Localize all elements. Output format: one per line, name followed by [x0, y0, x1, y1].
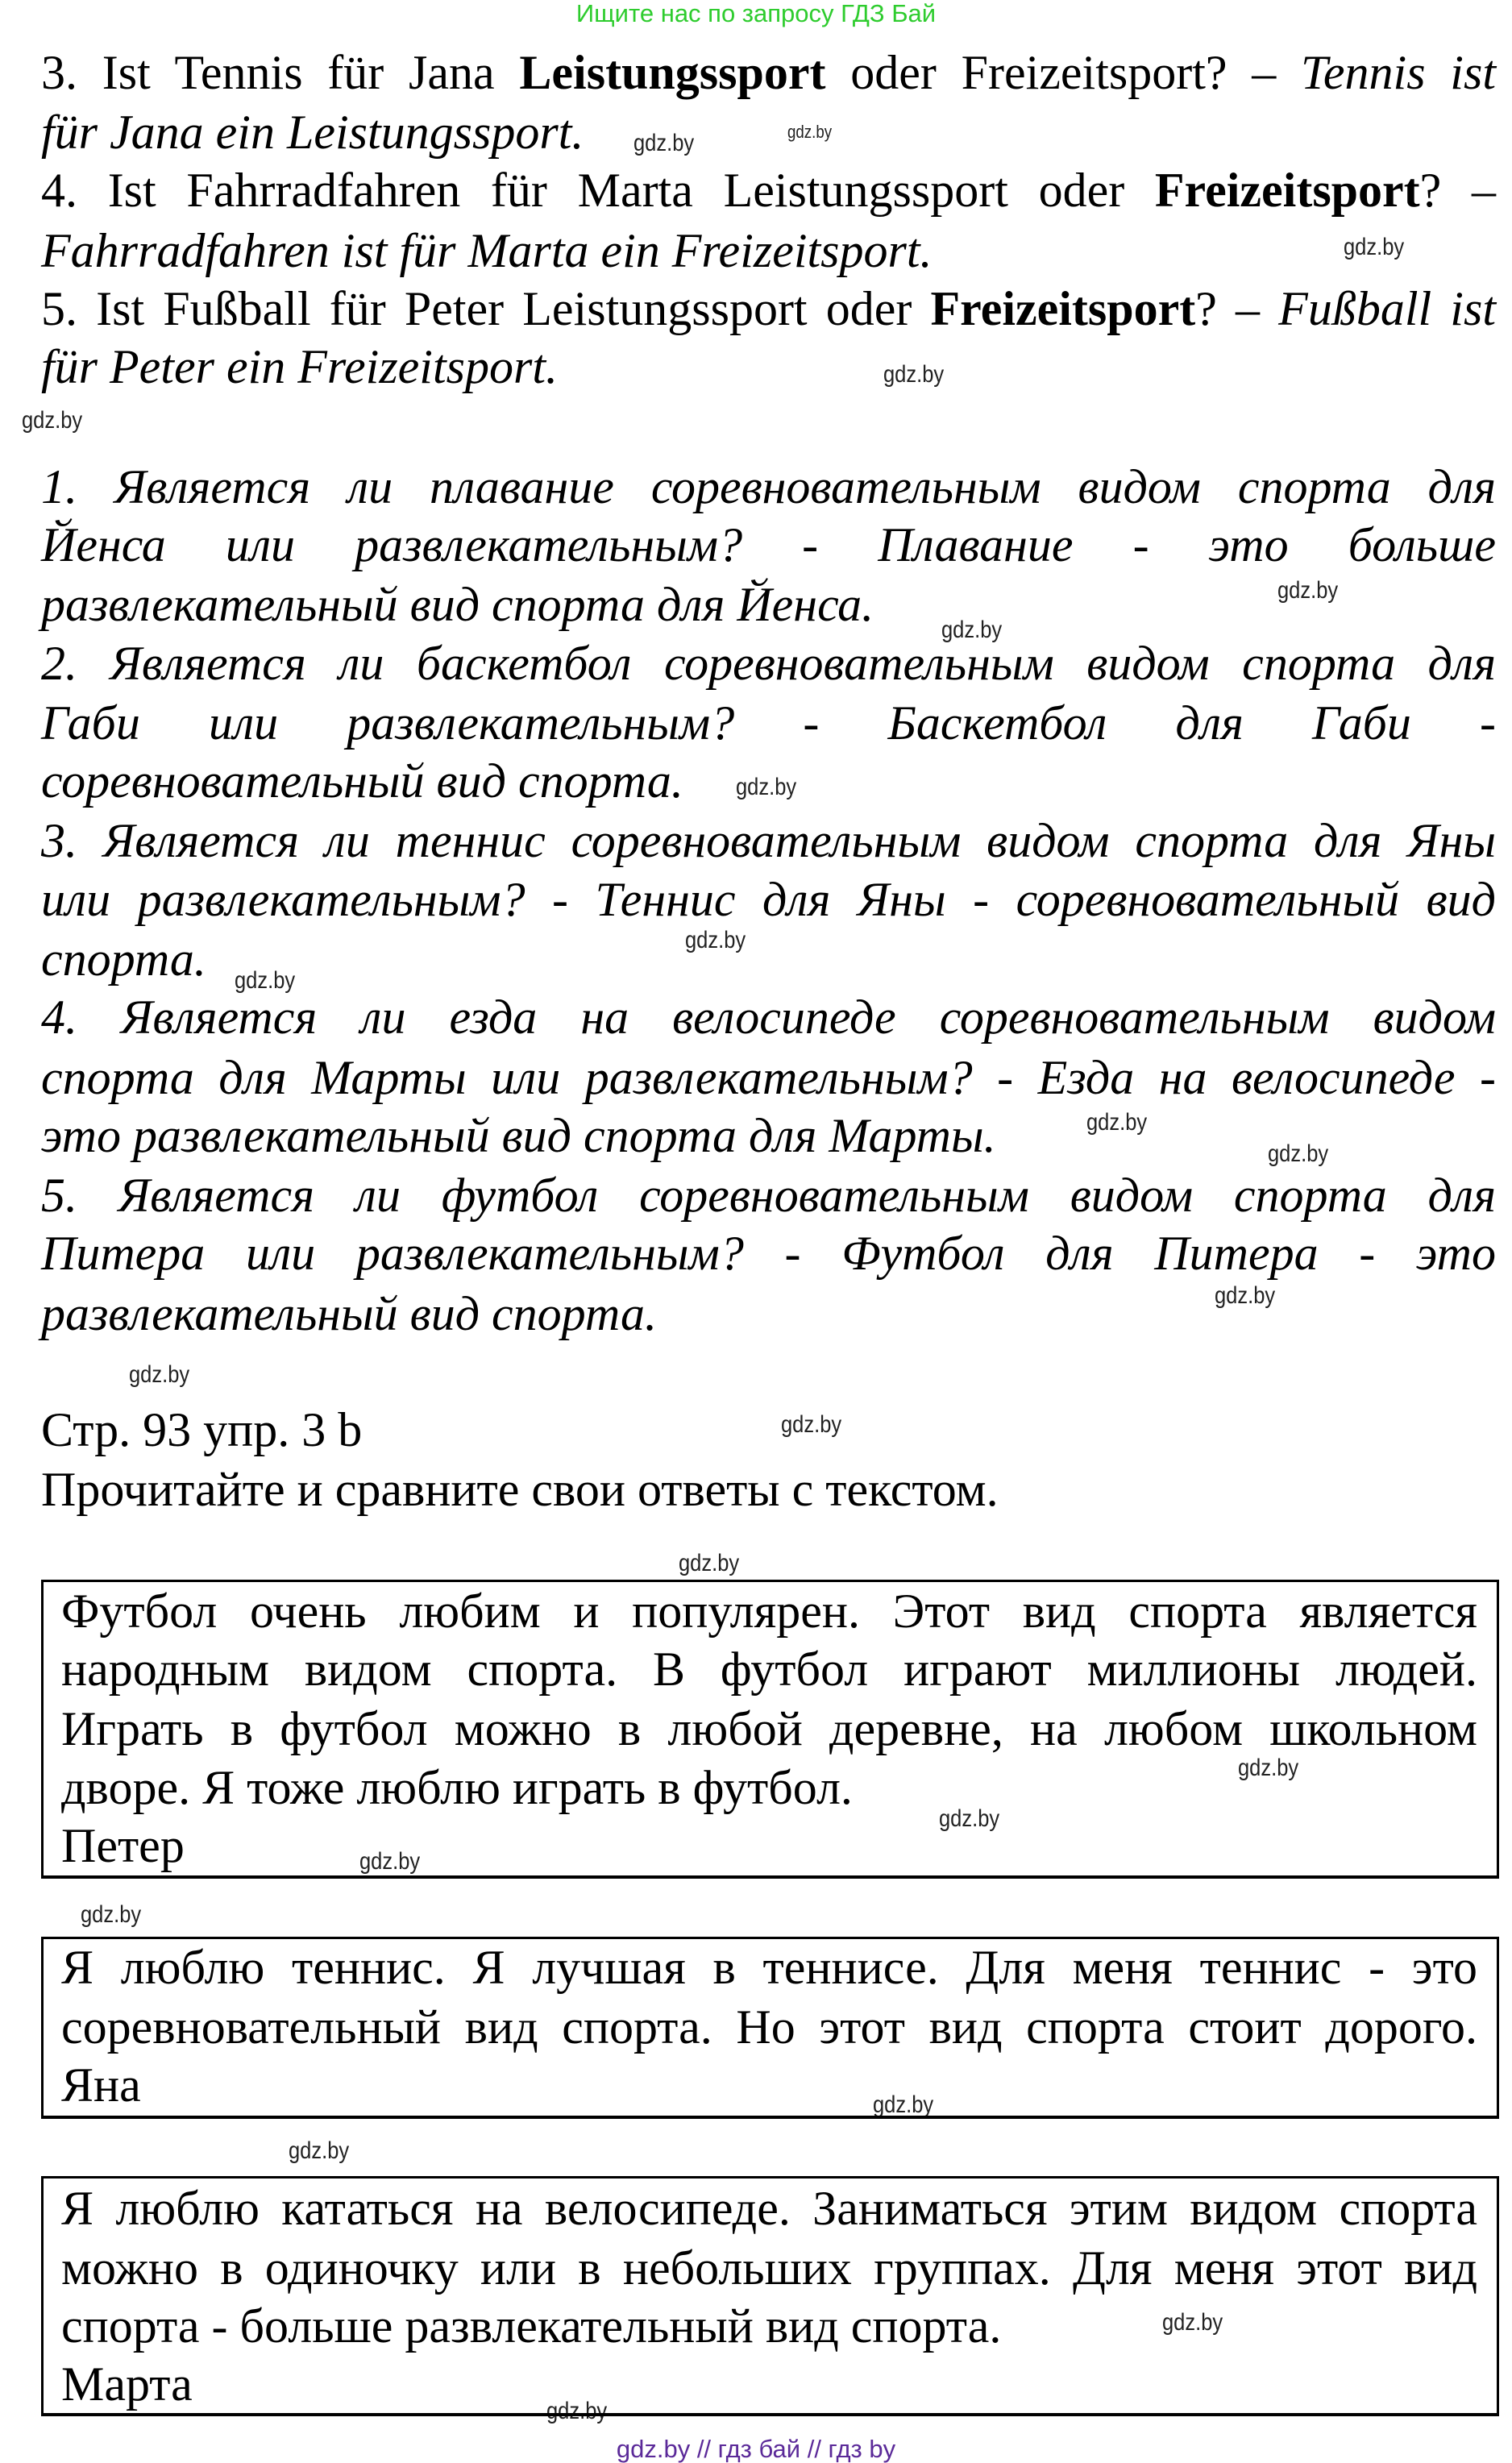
text-segment: 2. Является ли баскетбол соревновательным видом спорта для: [41, 637, 1496, 690]
watermark-text: gdz.by: [235, 967, 296, 994]
watermark-text: gdz.by: [546, 2398, 608, 2424]
watermark-text: gdz.by: [873, 2091, 934, 2118]
russian-translation-line: [41, 1227, 1496, 1280]
russian-translation-line: [41, 932, 221, 986]
text-segment: 5. Ist Fußball für Peter Leistungssport oder: [41, 282, 931, 335]
watermark-text: gdz.by: [22, 407, 83, 434]
watermark-text: gdz.by: [1238, 1755, 1299, 1781]
watermark-text: gdz.by: [781, 1411, 842, 1438]
text-segment: oder Freizeitsport? –: [825, 46, 1302, 99]
text-segment: спорта.: [41, 932, 206, 986]
watermark-text: gdz.by: [941, 617, 1003, 643]
russian-translation-line: [41, 518, 1496, 571]
russian-translation-line: [41, 1111, 1071, 1160]
text-segment: Я люблю теннис. Я лучшая в теннисе. Для меня теннис - это: [61, 1941, 1477, 1994]
text-segment: ? –: [1195, 282, 1279, 335]
text-segment: Fahrradfahren ist für Marta ein Freizeitsport.: [41, 224, 933, 277]
text-segment: или развлекательным? - Теннис для Яны - соревновательный вид: [41, 873, 1496, 926]
text-segment: это развлекательный вид спорта для Марты.: [41, 1109, 996, 1162]
russian-translation-line: [41, 816, 1496, 865]
exercise-heading: Стр. 93 упр. 3 b: [41, 1403, 363, 1456]
russian-translation-line: [41, 1169, 1496, 1222]
watermark-text: gdz.by: [685, 927, 746, 953]
text-segment: можно в одиночку или в небольших группах. Для меня этот вид: [61, 2241, 1477, 2295]
text-segment: развлекательный вид спорта для Йенса.: [41, 578, 874, 631]
russian-translation-line: [41, 637, 1496, 690]
text-segment: Fußball ist: [1278, 282, 1496, 335]
text-segment: 4. Ist Fahrradfahren für Marta Leistungssport oder: [41, 164, 1155, 217]
text-segment: Играть в футбол можно в любой деревне, на любом школьном: [61, 1702, 1477, 1755]
russian-translation-line: [41, 580, 929, 629]
text-segment: Петер: [61, 1819, 185, 1872]
watermark-text: gdz.by: [1277, 577, 1339, 604]
german-answer-line: [41, 340, 599, 393]
text-segment: Freizeitsport: [1154, 164, 1420, 217]
text-segment: народным видом спорта. В футбол играют миллионы людей.: [61, 1643, 1477, 1696]
search-banner-link[interactable]: Ищите нас по запросу ГДЗ Бай: [575, 0, 937, 27]
russian-translation-line: [41, 696, 1496, 750]
text-segment: соревновательный вид спорта.: [41, 754, 683, 808]
german-answer-line: [41, 106, 617, 159]
text-segment: ? –: [1419, 164, 1496, 217]
text-segment: Йенса или развлекательным? - Плавание - это больше: [41, 518, 1496, 571]
watermark-text: gdz.by: [1215, 1282, 1276, 1309]
text-segment: 1. Является ли плавание соревновательным видом спорта для: [41, 460, 1496, 513]
watermark-text: gdz.by: [939, 1805, 1000, 1832]
text-segment: спорта для Марты или развлекательным? - Езда на велосипеде -: [41, 1051, 1496, 1104]
watermark-text: gdz.by: [633, 130, 695, 156]
text-box-marta: [41, 2176, 1499, 2416]
text-segment: 3. Является ли теннис соревновательным видом спорта для Яны: [41, 814, 1496, 867]
footer-links[interactable]: gdz.by // гдз бай // гдз by: [616, 2435, 896, 2463]
text-segment: 3. Ist Tennis für Jana: [41, 46, 520, 99]
text-segment: für Jana ein Leistungssport.: [41, 106, 584, 159]
german-answer-line: [41, 48, 1496, 97]
text-segment: Габи или развлекательным? - Баскетбол для Габи -: [41, 696, 1496, 750]
watermark-text: gdz.by: [359, 1848, 421, 1875]
watermark-text: gdz.by: [289, 2137, 350, 2164]
watermark-text: gdz.by: [787, 122, 833, 142]
text-segment: развлекательный вид спорта.: [41, 1287, 657, 1340]
text-segment: Футбол очень любим и популярен. Этот вид спорта является: [61, 1585, 1477, 1638]
watermark-text: gdz.by: [736, 774, 797, 800]
text-segment: 4. Является ли езда на велосипеде соревновательным видом: [41, 991, 1496, 1044]
text-segment: Leistungssport: [519, 46, 826, 99]
russian-translation-line: [41, 460, 1496, 513]
russian-translation-line: [41, 1053, 1496, 1102]
watermark-text: gdz.by: [1086, 1109, 1148, 1136]
german-answer-line: [41, 282, 1496, 335]
russian-translation-line: [41, 754, 728, 808]
exercise-instruction: Прочитайте и сравните свои ответы с текстом.: [41, 1463, 999, 1516]
text-segment: Питера или развлекательным? - Футбол для Питера - это: [41, 1227, 1496, 1280]
watermark-text: gdz.by: [1268, 1140, 1329, 1167]
german-answer-line: [41, 164, 1496, 217]
text-segment: соревновательный вид спорта. Но этот вид спорта стоит дорого.: [61, 2000, 1477, 2054]
watermark-text: gdz.by: [129, 1361, 190, 1388]
exercise-instruction-line: [41, 1465, 1071, 1514]
text-box-peter: [41, 1580, 1499, 1879]
text-segment: für Peter ein Freizeitsport.: [41, 340, 559, 393]
watermark-text: gdz.by: [81, 1901, 142, 1928]
text-segment: дворе. Я тоже люблю играть в футбол.: [61, 1761, 853, 1814]
russian-translation-line: [41, 1287, 701, 1340]
russian-translation-line: [41, 875, 1496, 924]
text-segment: Я люблю кататься на велосипеде. Заниматься этим видом спорта: [61, 2182, 1477, 2235]
text-segment: Freizeitsport: [930, 282, 1196, 335]
watermark-text: gdz.by: [883, 361, 945, 388]
text-segment: Tennis ist: [1301, 46, 1496, 99]
watermark-text: gdz.by: [679, 1550, 740, 1576]
text-segment: спорта - больше развлекательный вид спорта.: [61, 2299, 1002, 2353]
text-segment: Марта: [61, 2357, 193, 2411]
text-segment: Яна: [61, 2058, 141, 2112]
text-box-jana: [41, 1937, 1499, 2119]
russian-translation-line: [41, 991, 1496, 1044]
text-segment: 5. Является ли футбол соревновательным видом спорта для: [41, 1169, 1496, 1222]
watermark-text: gdz.by: [1344, 234, 1405, 260]
watermark-text: gdz.by: [1162, 2309, 1223, 2336]
exercise-heading-line: [41, 1403, 756, 1456]
german-answer-line: [41, 226, 1008, 275]
